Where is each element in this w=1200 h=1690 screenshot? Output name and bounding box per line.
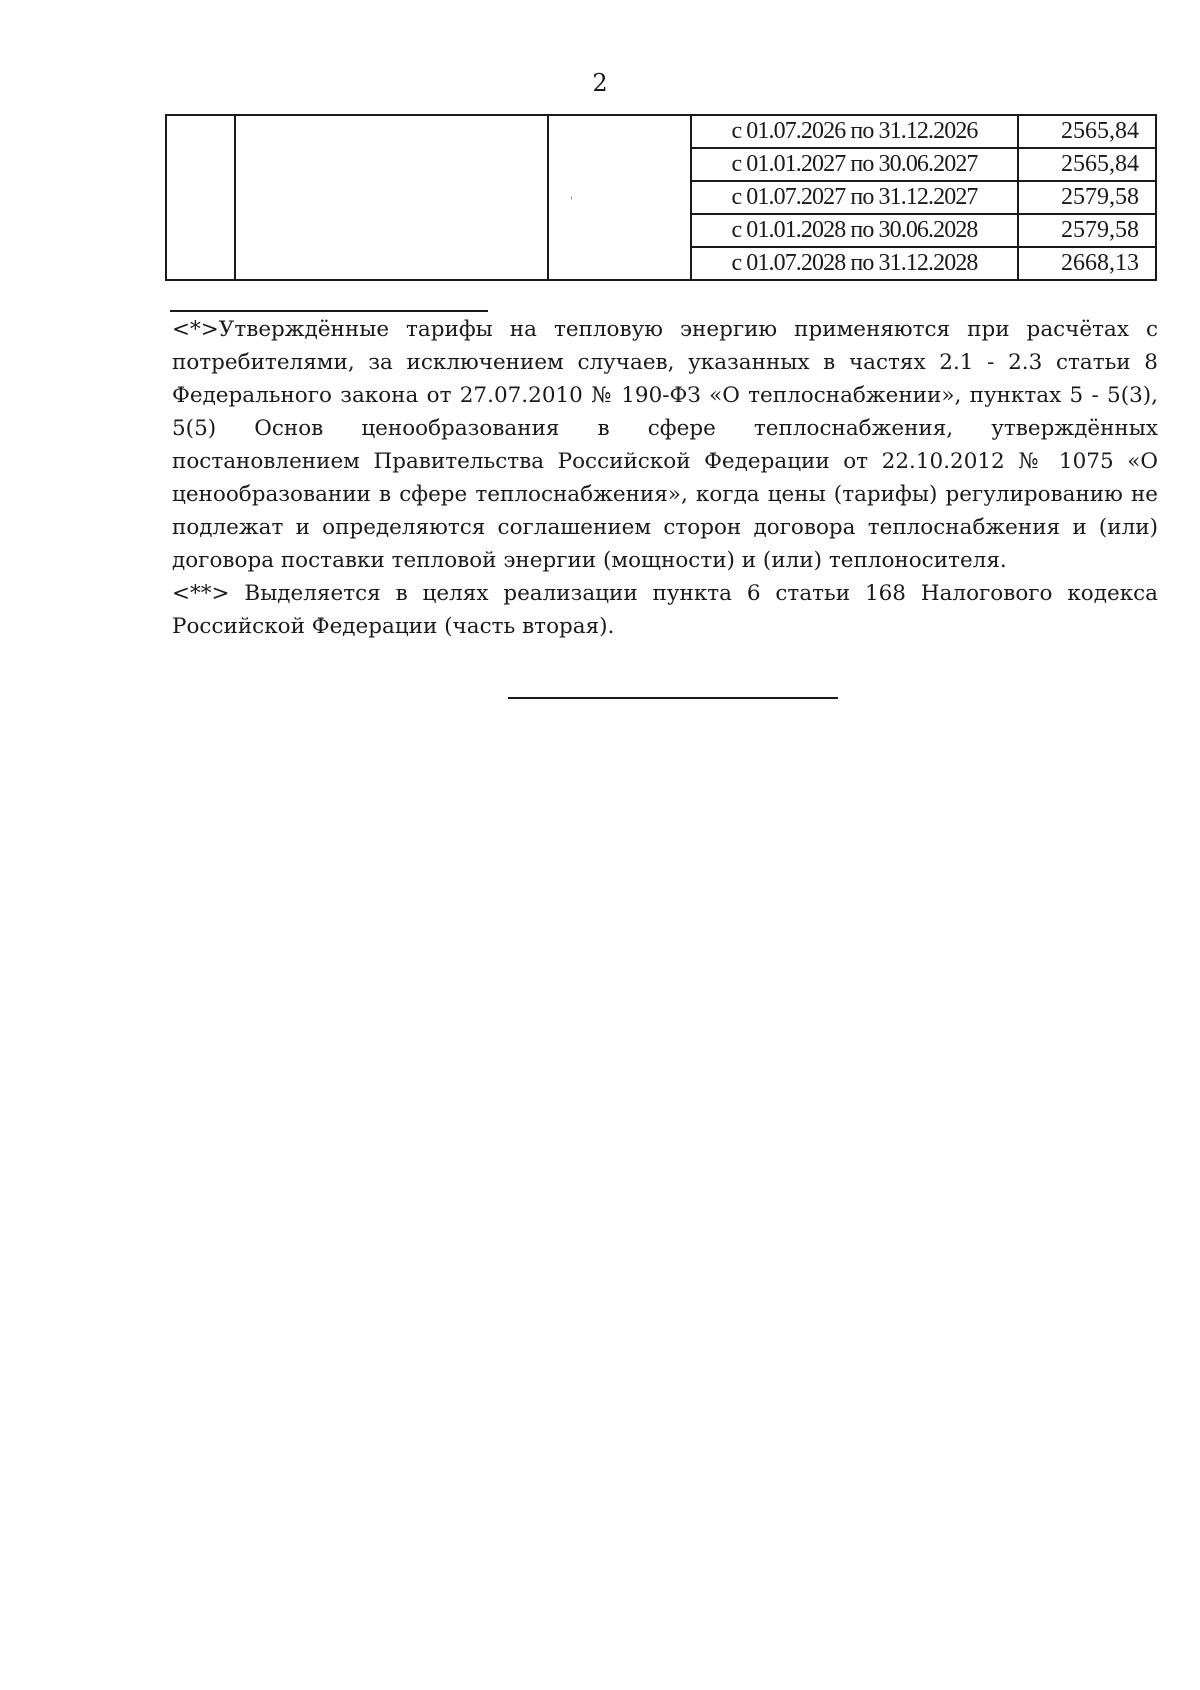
tariff-value-cell: 2668,13 [1018, 247, 1156, 280]
scan-speck: ' [570, 196, 573, 207]
footnote-tariffs: <*>Утверждённые тарифы на тепловую энергию применяются при расчётах с потребителями, за исключением случаев, указанных в частях 2.1 - 2.3 статьи 8 Федерального закона от 27.07.2010 № 190-ФЗ «О теплоснабжении», пунктах 5 - 5(3), 5(5) Основ ценообразования в сфере теплоснабжения, утверждённых постановлением Правительства Российской Федерации от 22.10.2012 № 1075 «О ценообразовании в сфере теплоснабжения», когда цены (тарифы) регулированию не подлежат и определяются соглашением сторон договора теплоснабжения и (или) договора поставки тепловой энергии (мощности) и (или) теплоносителя. [172, 317, 1158, 573]
tariff-table [165, 114, 1157, 281]
table-row [166, 115, 1156, 148]
tariff-value-cell: 2579,58 [1018, 214, 1156, 247]
period-cell: с 01.01.2028 по 30.06.2028 [691, 214, 1018, 247]
footnotes [172, 313, 1158, 643]
footnote-vat: <**> Выделяется в целях реализации пункта 6 статьи 168 Налогового кодекса Российской Федерации (часть вторая). [172, 581, 1158, 639]
period-cell: с 01.07.2026 по 31.12.2026 [691, 115, 1018, 148]
page-number: 2 [592, 69, 608, 97]
table-cell-empty [235, 115, 548, 280]
period-cell: с 01.07.2028 по 31.12.2028 [691, 247, 1018, 280]
footnote-separator [170, 310, 488, 312]
tariff-value-cell: 2579,58 [1018, 181, 1156, 214]
table-cell-empty [166, 115, 235, 280]
tariff-value-cell: 2565,84 [1018, 148, 1156, 181]
end-of-document-line [508, 697, 838, 699]
tariff-value-cell: 2565,84 [1018, 115, 1156, 148]
period-cell: с 01.01.2027 по 30.06.2027 [691, 148, 1018, 181]
period-cell: с 01.07.2027 по 31.12.2027 [691, 181, 1018, 214]
